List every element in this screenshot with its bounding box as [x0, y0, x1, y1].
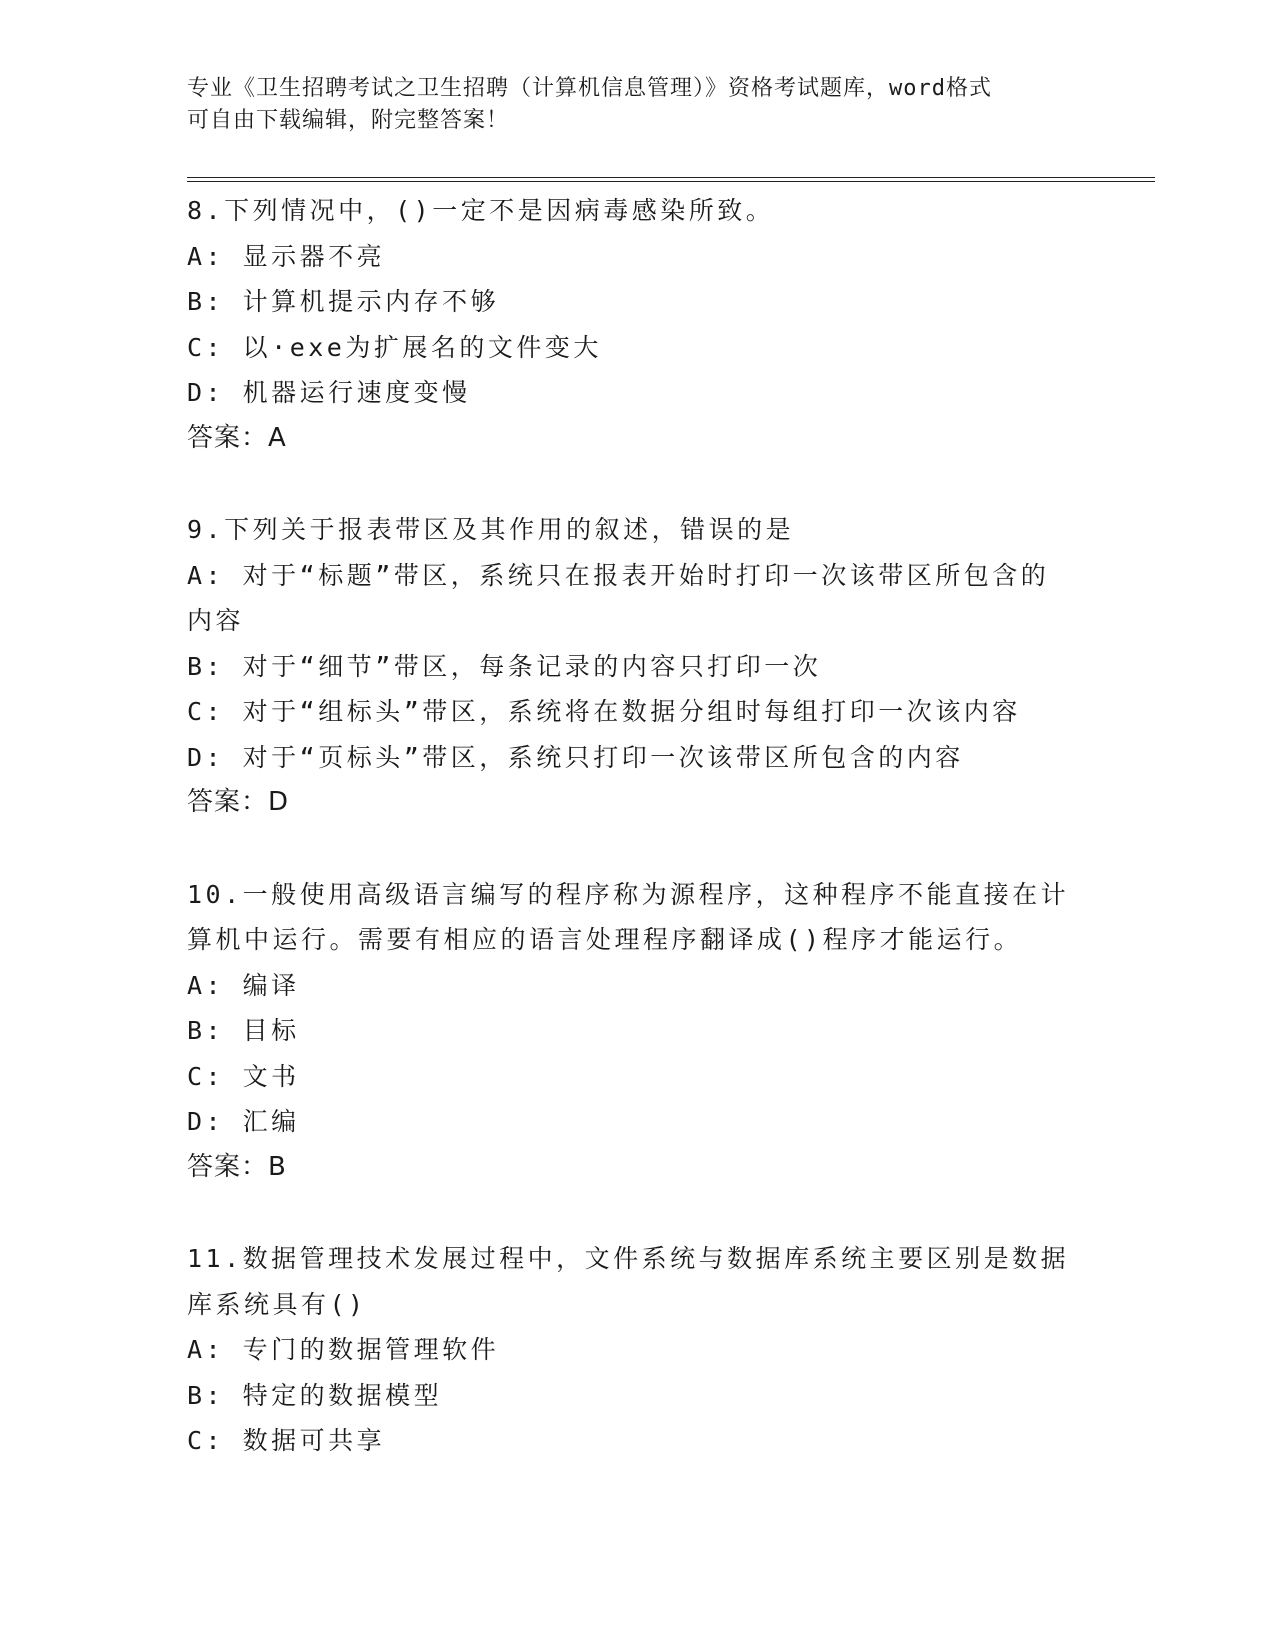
question-11: [187, 1236, 1087, 1464]
option-c: C: 数据可共享: [187, 1426, 386, 1455]
option-d: D: 汇编: [187, 1107, 300, 1136]
question-9: [187, 507, 1087, 826]
option-b: B: 对于“细节”带区，每条记录的内容只打印一次: [187, 651, 822, 681]
question-stem: 11.数据管理技术发展过程中，文件系统与数据库系统主要区别是数据: [187, 1244, 1070, 1273]
question-list: [187, 188, 1087, 1464]
question-stem: 10.一般使用高级语言编写的程序称为源程序，这种程序不能直接在计: [187, 879, 1070, 909]
header-rule-bottom: [187, 181, 1155, 182]
option-a: A: 对于“标题”带区，系统只在报表开始时打印一次该带区所包含的: [187, 560, 1050, 590]
header-line-2: 可自由下载编辑，附完整答案！: [187, 108, 510, 133]
option-c: C: 文书: [187, 1061, 300, 1091]
option-a-continued: 内容: [187, 606, 245, 635]
question-8: [187, 188, 1087, 461]
answer-line: 答案：B: [187, 1151, 287, 1182]
option-a: A: 显示器不亮: [187, 241, 386, 271]
question-stem: 9.下列关于报表带区及其作用的叙述，错误的是: [187, 515, 795, 544]
question-stem: 8.下列情况中，()一定不是因病毒感染所致。: [187, 196, 775, 225]
option-b: B: 计算机提示内存不够: [187, 287, 500, 316]
header-rule-top: [187, 177, 1155, 178]
question-stem-continued: 库系统具有(): [187, 1289, 367, 1319]
option-a: A: 编译: [187, 970, 300, 1000]
question-stem-continued: 算机中运行。需要有相应的语言处理程序翻译成()程序才能运行。: [187, 925, 1023, 954]
option-c: C: 以·exe为扩展名的文件变大: [187, 332, 602, 362]
question-10: [187, 872, 1087, 1191]
option-d: D: 对于“页标头”带区，系统只打印一次该带区所包含的内容: [187, 742, 964, 772]
answer-line: 答案：A: [187, 422, 287, 453]
option-c: C: 对于“组标头”带区，系统将在数据分组时每组打印一次该内容: [187, 697, 1021, 726]
header-line-1: 专业《卫生招聘考试之卫生招聘（计算机信息管理）》资格考试题库，word格式: [187, 76, 992, 101]
option-d: D: 机器运行速度变慢: [187, 378, 471, 407]
document-header: [187, 73, 1087, 137]
option-b: B: 目标: [187, 1016, 300, 1045]
option-a: A: 专门的数据管理软件: [187, 1335, 500, 1364]
answer-line: 答案：D: [187, 787, 290, 817]
option-b: B: 特定的数据模型: [187, 1380, 443, 1410]
